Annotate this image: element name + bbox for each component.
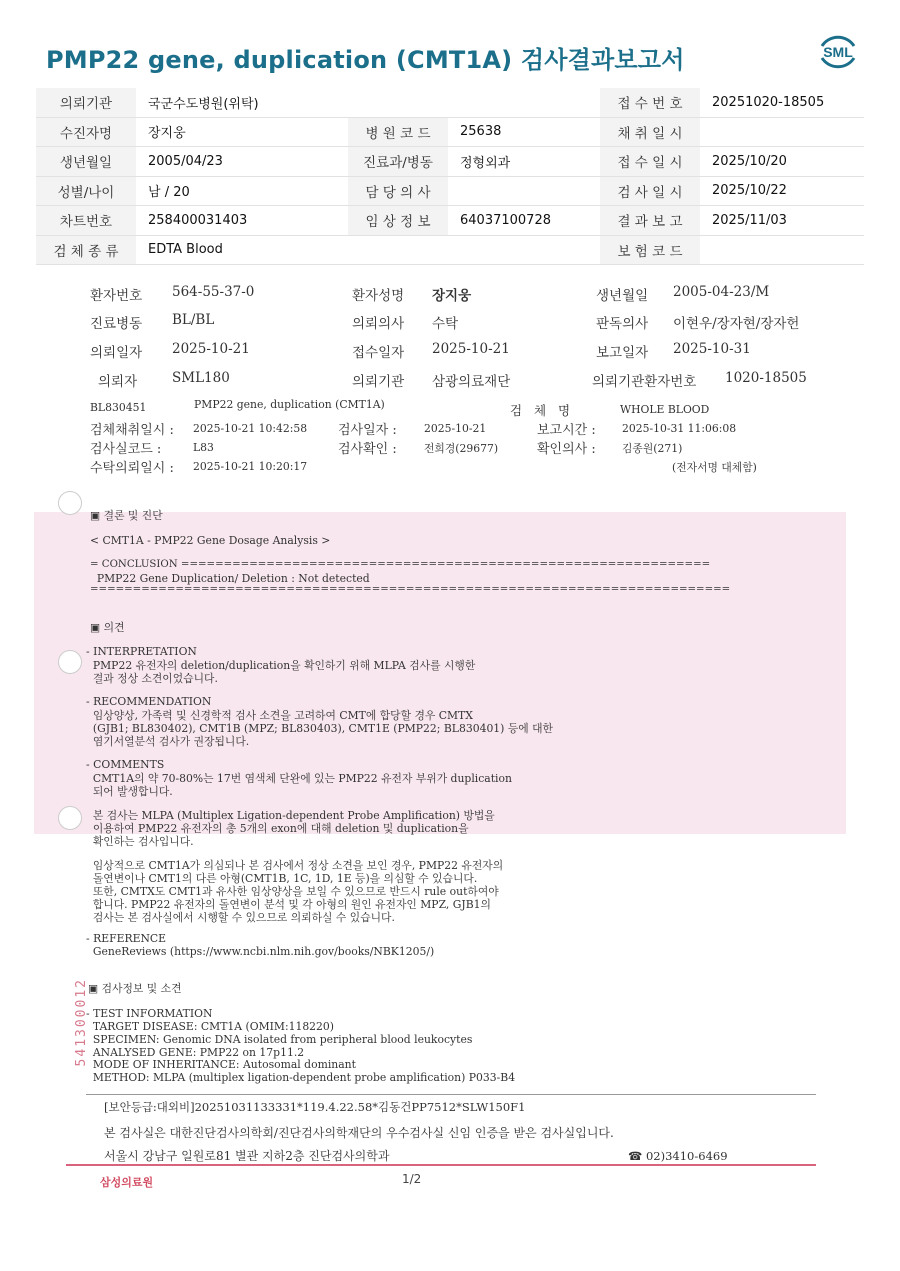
header-label: 접 수 번 호 <box>600 88 700 117</box>
sml-logo <box>816 30 860 74</box>
section-testinfo-heading: ▣ 검사정보 및 소견 <box>88 982 182 995</box>
patient-no-label: 환자번호 <box>90 288 143 304</box>
header-label: 검 사 일 시 <box>600 176 700 206</box>
test-info-line: SPECIMEN: Genomic DNA isolated from peripheral blood leukocytes <box>86 1033 473 1046</box>
security-line: [보안등급:대외비]20251031133331*119.4.22.58*김동건PP7512*SLW150F1 <box>104 1100 526 1114</box>
clinical-line: 돌연변이나 CMT1의 다른 아형(CMT1B, 1C, 1D, 1E 등)을 의심할 수 있습니다. <box>86 872 478 885</box>
header-row <box>36 147 864 177</box>
test-info-line: MODE OF INHERITANCE: Autosomal dominant <box>86 1058 356 1071</box>
header-label: 의뢰기관 <box>36 88 136 117</box>
phone-text: ☎ 02)3410-6469 <box>628 1149 728 1163</box>
header-row <box>36 117 864 147</box>
reference-line: GeneReviews (https://www.ncbi.nlm.nih.gov/books/NBK1205/) <box>86 945 435 958</box>
rec-date: 2025-10-21 <box>432 341 510 357</box>
header-label: 검 체 종 류 <box>36 235 136 265</box>
header-row <box>36 206 864 236</box>
punch-hole <box>58 650 82 674</box>
req-date-label: 의뢰일자 <box>90 345 143 361</box>
header-value: 남 / 20 <box>136 176 348 206</box>
header-info-table <box>36 88 864 265</box>
header-row <box>36 88 864 117</box>
header-value: 정형외과 <box>448 147 600 177</box>
doctor: 수탁 <box>432 316 459 332</box>
header-label: 진료과/병동 <box>348 147 448 177</box>
certification-text: 본 검사실은 대한진단검사의학회/진단검사의학재단의 우수검사실 신임 인증을 받은 검사실입니다. <box>104 1126 614 1140</box>
test-info-line: ANALYSED GENE: PMP22 on 17p11.2 <box>86 1046 305 1059</box>
header-value: 25638 <box>448 117 600 147</box>
test-info-line: TARGET DISEASE: CMT1A (OMIM:118220) <box>86 1020 335 1033</box>
page-number: 1/2 <box>402 1172 422 1186</box>
header-value <box>700 235 864 265</box>
collect-label: 검체채취일시 : <box>90 423 174 438</box>
header-value: 2025/11/03 <box>700 206 864 236</box>
recommendation-line: (GJB1; BL830402), CMT1B (MPZ; BL830403), CMT1E (PMP22; BL830401) 등에 대한 <box>86 722 553 735</box>
interpretation-line: PMP22 유전자의 deletion/duplication을 확인하기 위해 MLPA 검사를 시행한 <box>86 659 476 672</box>
header-value: 258400031403 <box>136 206 348 236</box>
vertical-document-id: 541300012 <box>74 978 89 1067</box>
header-value <box>700 117 864 147</box>
comments-line: 되어 발생합니다. <box>86 785 173 798</box>
doctor-label: 의뢰의사 <box>352 316 405 332</box>
footer-pink-rule <box>66 1164 816 1166</box>
analysis-title: < CMT1A - PMP22 Gene Dosage Analysis > <box>90 534 331 547</box>
header-label: 성별/나이 <box>36 176 136 206</box>
header-value: 64037100728 <box>448 206 600 236</box>
separator-line: =========================================================================== <box>90 584 731 595</box>
header-row <box>36 235 864 265</box>
clinical-line: 또한, CMTX도 CMT1과 유사한 임상양상을 보일 수 있으므로 반드시 rule out하여야 <box>86 885 499 898</box>
section-conclusion-heading: ▣ 결론 및 진단 <box>90 509 163 522</box>
confirm: 전희경(29677) <box>424 442 499 455</box>
header-label: 담 당 의 사 <box>348 176 448 206</box>
method-line: 본 검사는 MLPA (Multiplex Ligation-dependent Probe Amplification) 방법을 <box>86 809 495 822</box>
client-label: 의뢰자 <box>98 374 138 390</box>
header-value: 국군수도병원(위탁) <box>136 88 600 117</box>
inst-patient-no: 1020-18505 <box>725 370 807 386</box>
report-title: PMP22 gene, duplication (CMT1A) 검사결과보고서 <box>46 46 685 74</box>
header-label: 접 수 일 시 <box>600 147 700 177</box>
specimen: WHOLE BLOOD <box>620 403 710 416</box>
specimen-label: 검 체 명 <box>510 403 571 418</box>
ward: BL/BL <box>172 312 215 328</box>
reader-label: 판독의사 <box>596 316 649 332</box>
header-label: 채 취 일 시 <box>600 117 700 147</box>
header-value: 2025/10/20 <box>700 147 864 177</box>
comments-line: CMT1A의 약 70-80%는 17번 염색체 단완에 있는 PMP22 유전자 부위가 duplication <box>86 772 512 785</box>
method-line: 이용하여 PMP22 유전자의 총 5개의 exon에 대해 deletion 및 duplication을 <box>86 822 469 835</box>
header-label: 생년월일 <box>36 147 136 177</box>
recommendation-line: 염기서열분석 검사가 권장됩니다. <box>86 735 250 748</box>
conclusion-line: = CONCLUSION ============================================================== <box>90 559 711 570</box>
req-time-label: 수탁의뢰일시 : <box>90 461 174 476</box>
esign-note: (전자서명 대체함) <box>672 461 757 474</box>
logo-text: SML <box>823 44 853 60</box>
ward-label: 진료병동 <box>90 316 143 332</box>
header-label: 병 원 코 드 <box>348 117 448 147</box>
client: SML180 <box>172 370 230 386</box>
lab: L83 <box>193 441 214 454</box>
test-info-line: METHOD: MLPA (multiplex ligation-dependent probe amplification) P033-B4 <box>86 1071 516 1084</box>
address-text: 서울시 강남구 일원로81 별관 지하2층 진단검사의학과 <box>104 1149 390 1163</box>
test-name: PMP22 gene, duplication (CMT1A) <box>194 398 385 411</box>
header-value: 20251020-18505 <box>700 88 864 117</box>
test-code: BL830451 <box>90 401 147 414</box>
reference-heading: - REFERENCE <box>86 932 167 945</box>
lab-label: 검사실코드 : <box>90 442 162 457</box>
patient-no: 564-55-37-0 <box>172 284 255 300</box>
test-date-label: 검사일자 : <box>338 423 397 438</box>
patient-name-label: 환자성명 <box>352 288 405 304</box>
rec-date-label: 접수일자 <box>352 345 405 361</box>
method-line: 확인하는 검사입니다. <box>86 835 194 848</box>
confirm-doc: 김종원(271) <box>622 442 683 455</box>
header-value <box>448 176 600 206</box>
interpretation-line: 결과 정상 소견이었습니다. <box>86 672 218 685</box>
test-info-heading: - TEST INFORMATION <box>86 1007 213 1020</box>
header-value: 장지웅 <box>136 117 348 147</box>
report-time: 2025-10-31 11:06:08 <box>622 422 737 435</box>
clinical-line: 합니다. PMP22 유전자의 돌연변이 분석 및 각 아형의 원인 유전자인 MPZ, GJB1의 <box>86 898 491 911</box>
header-label: 임 상 정 보 <box>348 206 448 236</box>
conclusion-text: PMP22 Gene Duplication/ Deletion : Not detected <box>90 572 370 585</box>
punch-hole <box>58 806 82 830</box>
header-label: 보 험 코 드 <box>600 235 700 265</box>
interpretation-heading: - INTERPRETATION <box>86 645 197 658</box>
report-time-label: 보고시간 : <box>537 423 596 438</box>
inst-patient-no-label: 의뢰기관환자번호 <box>592 374 697 390</box>
confirm-label: 검사확인 : <box>338 442 397 457</box>
recommendation-line: 임상양상, 가족력 및 신경학적 검사 소견을 고려하여 CMT에 합당할 경우 CMTX <box>86 709 473 722</box>
req-date: 2025-10-21 <box>172 341 250 357</box>
test-date: 2025-10-21 <box>424 422 487 435</box>
confirm-doc-label: 확인의사 : <box>537 442 596 457</box>
header-label: 수진자명 <box>36 117 136 147</box>
clinical-line: 검사는 본 검사실에서 시행할 수 있으므로 의뢰하실 수 있습니다. <box>86 911 395 924</box>
header-value: 2025/10/22 <box>700 176 864 206</box>
inst: 삼광의료재단 <box>432 374 511 390</box>
header-value: EDTA Blood <box>136 235 600 265</box>
req-time: 2025-10-21 10:20:17 <box>193 460 308 473</box>
hospital-logo-text: 삼성의료원 <box>100 1176 154 1189</box>
patient-dob: 2005-04-23/M <box>673 284 770 300</box>
footer-divider <box>86 1094 816 1095</box>
inst-label: 의뢰기관 <box>352 374 405 390</box>
recommendation-heading: - RECOMMENDATION <box>86 695 212 708</box>
patient-name: 장지웅 <box>432 288 472 304</box>
patient-dob-label: 생년월일 <box>596 288 649 304</box>
header-label: 결 과 보 고 <box>600 206 700 236</box>
punch-hole <box>58 491 82 515</box>
header-label: 차트번호 <box>36 206 136 236</box>
rep-date-label: 보고일자 <box>596 345 649 361</box>
reader: 이현우/장자현/장자헌 <box>673 316 800 332</box>
clinical-line: 임상적으로 CMT1A가 의심되나 본 검사에서 정상 소견을 보인 경우, PMP22 유전자의 <box>86 859 504 872</box>
header-row <box>36 176 864 206</box>
comments-heading: - COMMENTS <box>86 758 165 771</box>
collect: 2025-10-21 10:42:58 <box>193 422 308 435</box>
section-opinion-heading: ▣ 의견 <box>90 621 125 634</box>
header-value: 2005/04/23 <box>136 147 348 177</box>
rep-date: 2025-10-31 <box>673 341 751 357</box>
